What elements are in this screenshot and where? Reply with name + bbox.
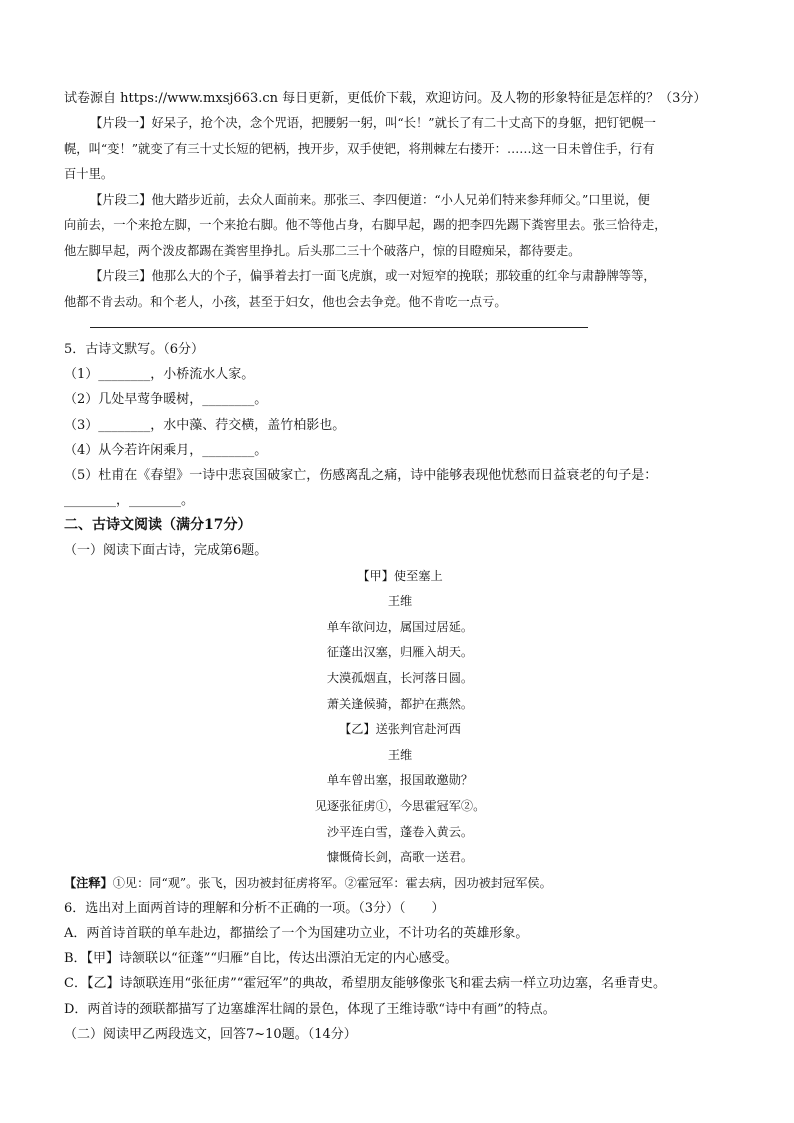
poem-line: 见逐张征虏①，今思霍冠军②。 [314,798,486,813]
fill-item: ________，________。 [64,493,195,509]
separator-line [90,327,588,328]
option-b: B．【甲】诗颔联以“征蓬”“归雁”自比，传达出漂泊无定的内心感受。 [64,951,458,967]
poem-line: 单车曾出塞，报国敢邀勋？ [326,773,474,788]
fill-item: （3）________，水中藻、荇交横，盖竹柏影也。 [64,417,346,433]
annotation [64,871,736,896]
option-c: C．【乙】诗颔联连用“张征虏”“霍冠军”的典故，希望朋友能够像张飞和霍去病一样立功边塞，名垂青史。 [64,976,667,992]
poem-title: 【甲】使至塞上 [357,568,443,583]
excerpt-line: 他都不肯去动。和个老人，小孩，甚至于妇女，他也会去争竞。他不肯吃一点亏。 [64,294,507,309]
option-d: D．两首诗的颈联都描写了边塞雄浑壮阔的景色，体现了王维诗歌“诗中有画”的特点。 [64,1001,556,1017]
question-5 [64,337,736,513]
excerpt-line: 【片段二】他大踏步近前，去众人面前来。那张三、李四便道：“小人兄弟们特来参拜师父。”口里说，便 [90,192,650,207]
poem-b [64,717,736,871]
poem-author: 王维 [387,594,413,609]
question-6 [64,896,736,1022]
poem-line: 沙平连白雪，蓬卷入黄云。 [326,824,474,839]
excerpt-line: 幌，叫“变！”就变了有三十丈长短的钯柄，拽开步，双手使钯，将荆棘左右搂开：……这一日未曾住手，行有 [64,141,655,156]
question-title: 5．古诗文默写。（6分） [64,342,205,357]
poem-line: 大漠孤烟直，长河落日圆。 [326,671,474,685]
poem-line: 征蓬出汉塞，归雁入胡天。 [326,645,474,660]
excerpt-line: 百十里。 [64,167,114,181]
excerpt-line: 【片段三】他那么大的个子，偏爭着去打一面飞虎旗，或一对短窄的挽联；那较重的红伞与肃静牌等等， [90,269,656,283]
poem-title: 【乙】送张判官赴河西 [339,722,461,737]
excerpt-line: 【片段一】好呆子，抢个决，念个咒语，把腰躬一躬，叫“长！”就长了有二十丈高下的身躯，把钉钯幌一 [90,116,656,130]
excerpt-2 [64,188,736,265]
annotation-label: 【注释】 [64,875,113,890]
annotation-text: ①见：同“观”。张飞，因功被封征虏将军。②霍冠军：霍去病，因功被封冠军侯。 [112,875,552,890]
excerpt-1 [64,111,736,188]
poem-line: 萧关逢候骑，都护在燕然。 [326,696,474,711]
header-line: 试卷源自 https://www.mxsj663.cn 每日更新，更低价下载，欢迎访问。及人物的形象特征是怎样的？（3分） [64,91,707,106]
exam-page [64,86,736,1047]
excerpt-3 [64,264,736,315]
option-a: A．两首诗首联的单车赴边，都描绘了一个为国建功立业，不计功名的英雄形象。 [64,925,529,941]
fill-item: （5）杜甫在《春望》一诗中悲哀国破家亡，伤感离乱之痛，诗中能够表现他忧愁而日益衰老的句子是： [64,468,658,484]
poem-author: 王维 [387,747,413,762]
poem-line: 慷慨倚长剑，高歌一送君。 [326,850,474,865]
poem-line: 单车欲问边，属国过居延。 [326,619,474,634]
fill-item: （4）从今若许闲乘月，________。 [64,442,268,458]
excerpt-line: 他左脚早起，两个泼皮都踢在粪窖里挣扎。后头那二三十个破落户，惊的目瞪痴呆，都待要走。 [64,243,581,258]
question-stem: 6．选出对上面两首诗的理解和分析不正确的一项。（3分）（ ） [64,900,445,916]
subsection-instruction: （一）阅读下面古诗，完成第6题。 [64,543,268,559]
subsection-instruction: （二）阅读甲乙两段选文，回答7~10题。（14分） [64,1026,357,1042]
poem-a [64,564,736,718]
fill-item: （1）________，小桥流水人家。 [64,367,255,383]
fill-item: （2）几处早莺争暖树，________。 [64,392,268,408]
excerpt-line: 向前去，一个来抢左脚，一个来抢右脚。他不等他占身，右脚早起，踢的把李四先踢下粪窖里去。张三恰待走， [64,218,667,232]
section-heading: 二、古诗文阅读（满分17分） [64,517,252,534]
